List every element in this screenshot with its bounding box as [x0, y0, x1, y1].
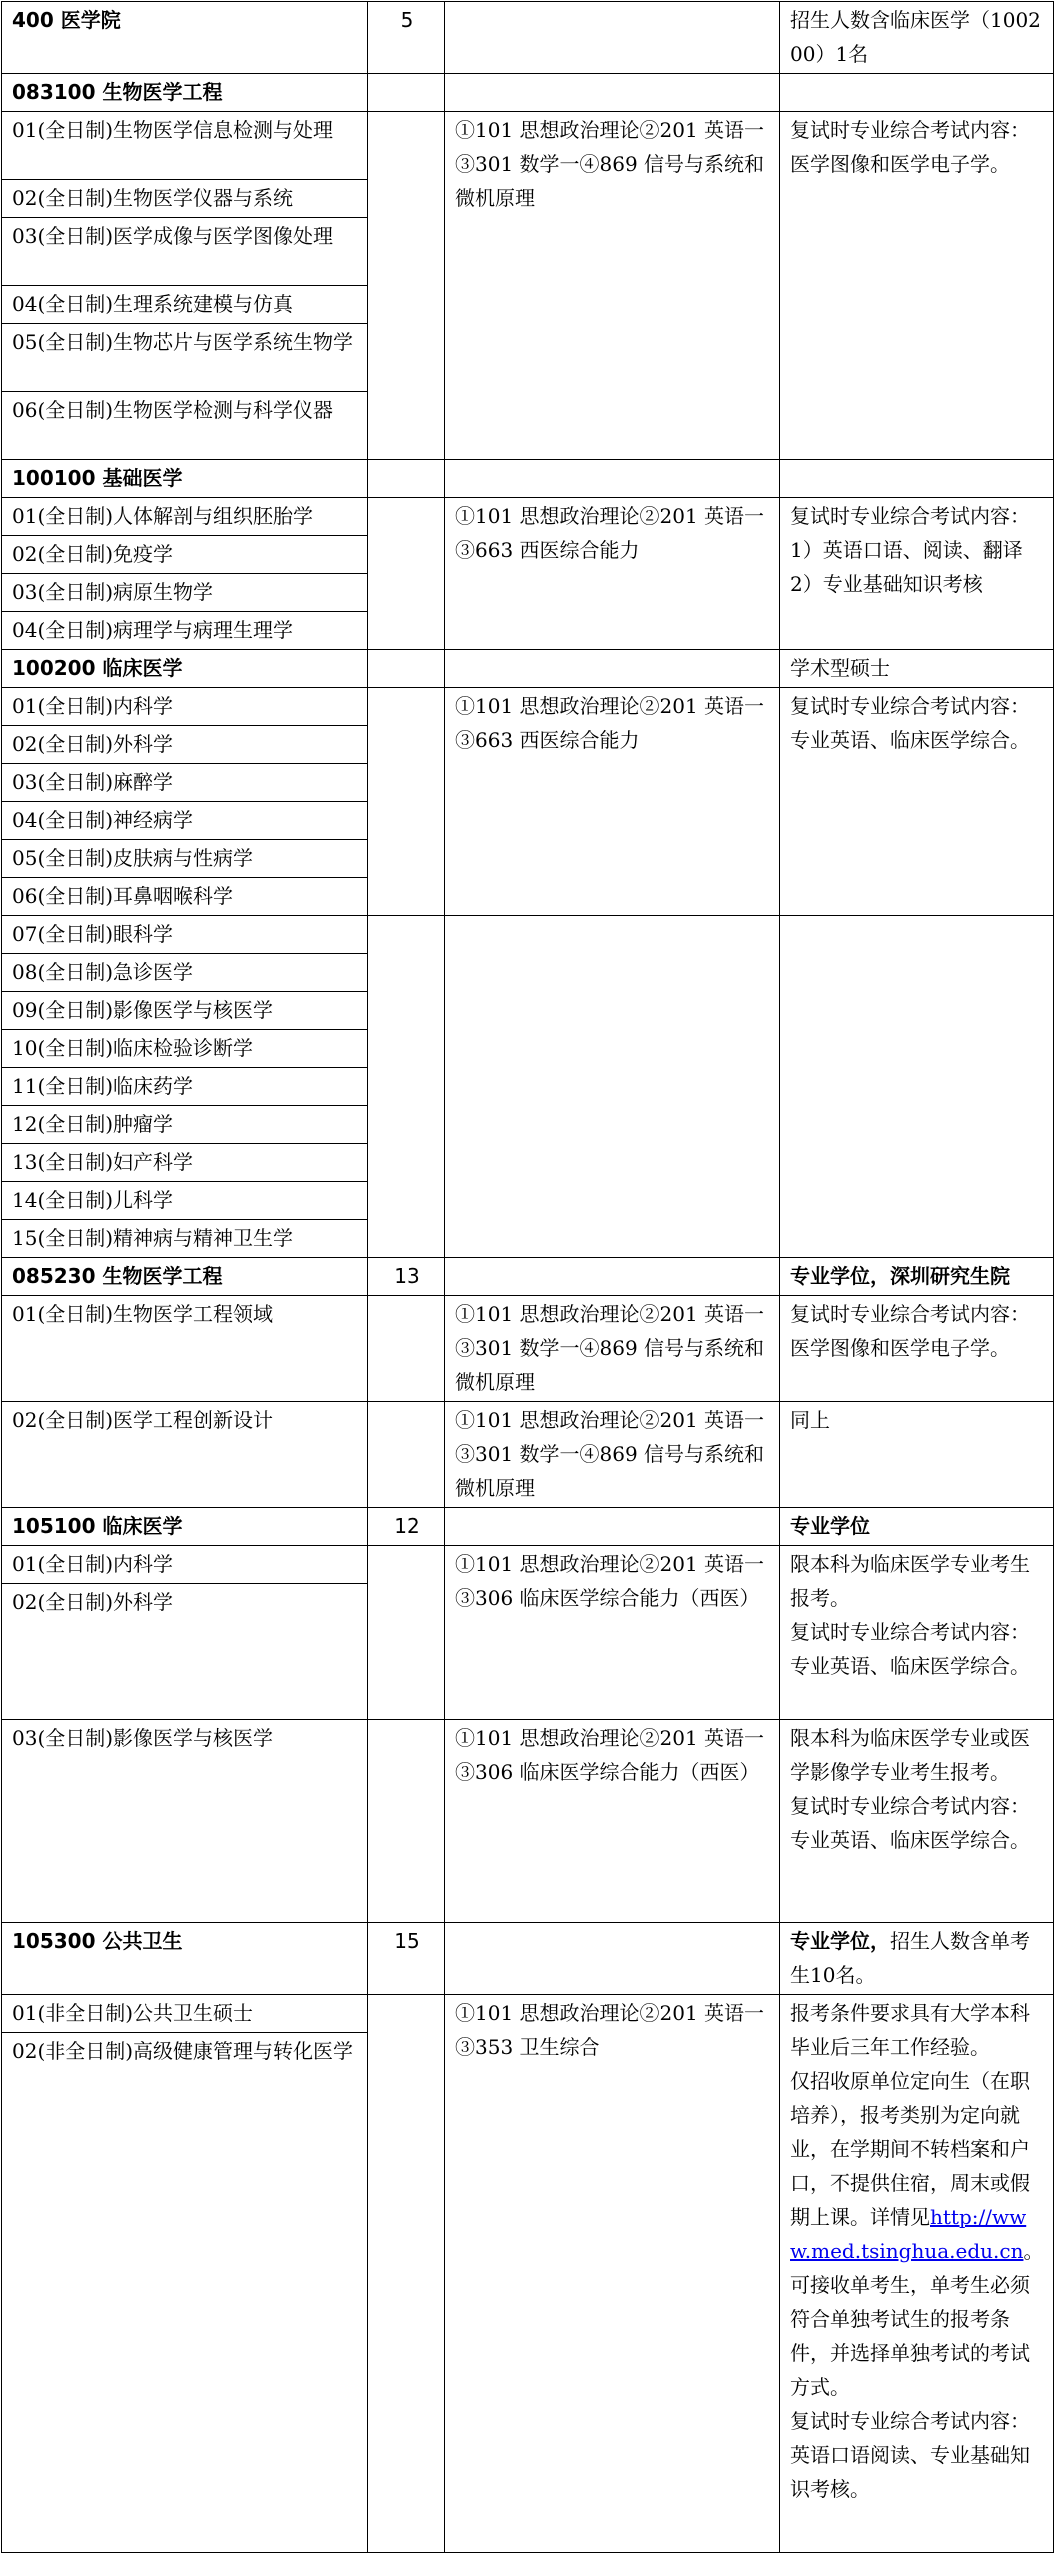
- direction-item: 10(全日制)临床检验诊断学: [2, 1030, 368, 1068]
- major-header-row: [2, 1508, 1054, 1546]
- major-title: 100100 基础医学: [2, 460, 368, 498]
- direction-item: 02(全日制)外科学: [2, 1584, 368, 1720]
- direction-row: [2, 916, 1054, 954]
- direction-item: 03(全日制)麻醉学: [2, 764, 368, 802]
- exam-subjects: ①101 思想政治理论②201 英语一③306 临床医学综合能力（西医）: [445, 1720, 780, 1923]
- direction-item: 01(非全日制)公共卫生硕士: [2, 1995, 368, 2033]
- major-title: 083100 生物医学工程: [2, 74, 368, 112]
- direction-item: 08(全日制)急诊医学: [2, 954, 368, 992]
- direction-item: 03(全日制)医学成像与医学图像处理: [2, 218, 368, 286]
- note-cell: [780, 1546, 1054, 1720]
- degree-type: 专业学位，: [790, 1929, 890, 1953]
- direction-row: [2, 688, 1054, 726]
- enrollment-count: 12: [368, 1508, 445, 1546]
- direction-item: 01(全日制)人体解剖与组织胚胎学: [2, 498, 368, 536]
- direction-item: 13(全日制)妇产科学: [2, 1144, 368, 1182]
- direction-item: 07(全日制)眼科学: [2, 916, 368, 954]
- major-header-row: [2, 1923, 1054, 1995]
- direction-item: 15(全日制)精神病与精神卫生学: [2, 1220, 368, 1258]
- direction-item: 09(全日制)影像医学与核医学: [2, 992, 368, 1030]
- note-cell: [780, 1923, 1054, 1995]
- note-line: 限本科为临床医学专业或医学影像学专业考生报考。: [790, 1726, 1030, 1784]
- direction-item: 02(全日制)生物医学仪器与系统: [2, 180, 368, 218]
- note-line: 复试时专业综合考试内容：英语口语阅读、专业基础知识考核。: [790, 2409, 1030, 2501]
- direction-item: 02(全日制)外科学: [2, 726, 368, 764]
- note-line: 复试时专业综合考试内容：专业英语、临床医学综合。: [790, 1794, 1030, 1852]
- major-header-row: [2, 74, 1054, 112]
- enrollment-count: 15: [368, 1923, 445, 1995]
- direction-item: 14(全日制)儿科学: [2, 1182, 368, 1220]
- note-line: 仅招收原单位定向生（在职培养），报考类别为定向就业，在学期间不转档案和户口，不提供住宿，周末或假期上课。详情见http://www.med.tsinghua.edu.cn。: [790, 2069, 1044, 2263]
- note-cell: 同上: [780, 1402, 1054, 1508]
- direction-row: [2, 1402, 1054, 1508]
- direction-item: 04(全日制)病理学与病理生理学: [2, 612, 368, 650]
- direction-item: 02(非全日制)高级健康管理与转化医学: [2, 2033, 368, 2553]
- direction-item: 01(全日制)内科学: [2, 688, 368, 726]
- direction-item: 11(全日制)临床药学: [2, 1068, 368, 1106]
- exam-subjects: ①101 思想政治理论②201 英语一③663 西医综合能力: [445, 688, 780, 916]
- exam-subjects: ①101 思想政治理论②201 英语一③306 临床医学综合能力（西医）: [445, 1546, 780, 1720]
- note-text: 招生人数含单考生10名。: [790, 1929, 1030, 1987]
- exam-subjects: ①101 思想政治理论②201 英语一③301 数学一④869 信号与系统和微机原理: [445, 1402, 780, 1508]
- direction-item: 05(全日制)生物芯片与医学系统生物学: [2, 324, 368, 392]
- direction-row: [2, 1995, 1054, 2033]
- major-title: 100200 临床医学: [2, 650, 368, 688]
- major-header-row: [2, 650, 1054, 688]
- direction-item: 04(全日制)生理系统建模与仿真: [2, 286, 368, 324]
- note-cell: 招生人数含临床医学（100200）1名: [780, 2, 1054, 74]
- website-link[interactable]: http://www.med.tsinghua.edu.cn: [790, 2205, 1027, 2263]
- exam-subjects: ①101 思想政治理论②201 英语一③301 数学一④869 信号与系统和微机原理: [445, 112, 780, 460]
- note-cell: 复试时专业综合考试内容：医学图像和医学电子学。: [780, 1296, 1054, 1402]
- direction-item: 04(全日制)神经病学: [2, 802, 368, 840]
- direction-item: 02(全日制)免疫学: [2, 536, 368, 574]
- empty-cell: [445, 2, 780, 74]
- direction-row: [2, 498, 1054, 536]
- major-header-row: [2, 460, 1054, 498]
- note-cell: 复试时专业综合考试内容：1）英语口语、阅读、翻译 2）专业基础知识考核: [780, 498, 1054, 650]
- exam-subjects: ①101 思想政治理论②201 英语一③301 数学一④869 信号与系统和微机原理: [445, 1296, 780, 1402]
- major-title: 085230 生物医学工程: [2, 1258, 368, 1296]
- note-cell: 复试时专业综合考试内容：医学图像和医学电子学。: [780, 112, 1054, 460]
- direction-item: 03(全日制)病原生物学: [2, 574, 368, 612]
- note-line: 可接收单考生，单考生必须符合单独考试生的报考条件，并选择单独考试的考试方式。: [790, 2273, 1030, 2399]
- direction-item: 05(全日制)皮肤病与性病学: [2, 840, 368, 878]
- note-cell: 复试时专业综合考试内容：专业英语、临床医学综合。: [780, 688, 1054, 916]
- major-title: 105300 公共卫生: [2, 1923, 368, 1995]
- direction-item: 06(全日制)耳鼻咽喉科学: [2, 878, 368, 916]
- direction-item: 01(全日制)内科学: [2, 1546, 368, 1584]
- note-cell: 专业学位: [780, 1508, 1054, 1546]
- direction-item: 01(全日制)生物医学工程领域: [2, 1296, 368, 1402]
- note-line: 限本科为临床医学专业考生报考。: [790, 1552, 1030, 1610]
- enrollment-count: 13: [368, 1258, 445, 1296]
- enrollment-count: 5: [368, 2, 445, 74]
- direction-item: 03(全日制)影像医学与核医学: [2, 1720, 368, 1923]
- note-cell: 学术型硕士: [780, 650, 1054, 688]
- exam-subjects: ①101 思想政治理论②201 英语一③353 卫生综合: [445, 1995, 780, 2553]
- direction-item: 02(全日制)医学工程创新设计: [2, 1402, 368, 1508]
- direction-item: 06(全日制)生物医学检测与科学仪器: [2, 392, 368, 460]
- note-line: 复试时专业综合考试内容：专业英语、临床医学综合。: [790, 1620, 1030, 1678]
- direction-row: [2, 1720, 1054, 1923]
- direction-row: [2, 112, 1054, 180]
- direction-row: [2, 1546, 1054, 1584]
- department-code: 400 医学院: [2, 2, 368, 74]
- direction-row: [2, 1296, 1054, 1402]
- note-line: 报考条件要求具有大学本科毕业后三年工作经验。: [790, 2001, 1030, 2059]
- direction-item: 12(全日制)肿瘤学: [2, 1106, 368, 1144]
- major-title: 105100 临床医学: [2, 1508, 368, 1546]
- exam-subjects: ①101 思想政治理论②201 英语一③663 西医综合能力: [445, 498, 780, 650]
- program-table: [1, 1, 1054, 2553]
- major-header-row: [2, 1258, 1054, 1296]
- note-cell: [780, 1995, 1054, 2553]
- direction-item: 01(全日制)生物医学信息检测与处理: [2, 112, 368, 180]
- note-cell: 专业学位，深圳研究生院: [780, 1258, 1054, 1296]
- note-cell: [780, 1720, 1054, 1923]
- department-row: [2, 2, 1054, 74]
